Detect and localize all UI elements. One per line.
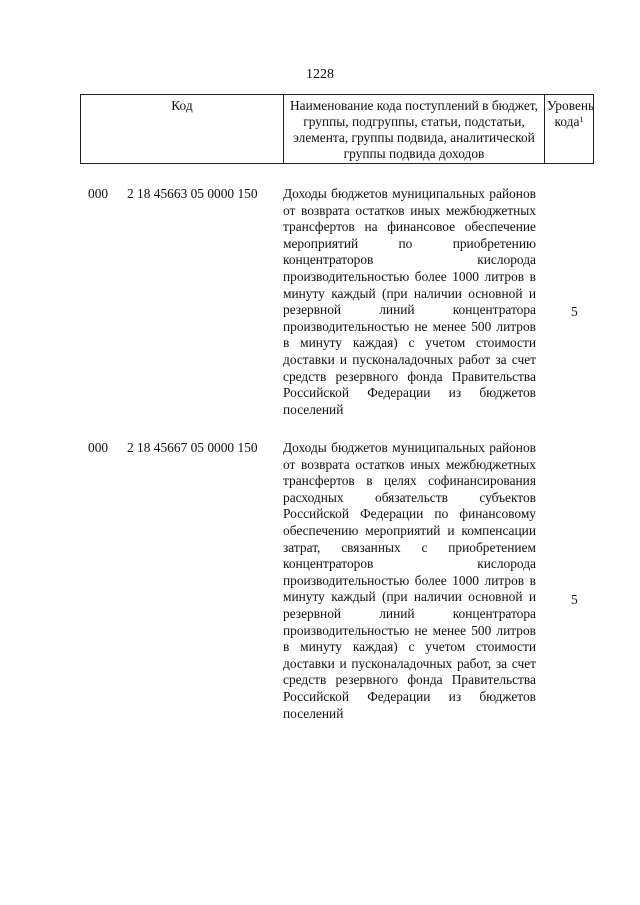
header-name: Наименование кода поступлений в бюджет, группы, подгруппы, статьи, подстатьи, элемента, группы подвида, аналитической группы подвида доходов xyxy=(284,95,545,164)
revenue-description: Доходы бюджетов муниципальных районов от возврата остатков иных межбюджетных трансфертов на финансовое обеспечение мероприятий по приобретению концентраторов кислорода производительностью более 1000 литров в минуту каждый (при наличии основной и резервной линий концентратора производительностью не менее 500 литров в минуту каждая) с учетом стоимости доставки и пусконаладочных работ за счет средств резервного фонда Правительства Российской Федерации из бюджетов поселений xyxy=(283,186,536,417)
page-number: 1228 xyxy=(306,67,334,82)
revenue-code: 2 18 45667 05 0000 150 xyxy=(127,440,258,455)
code-level: 5 xyxy=(571,592,578,607)
header-level-label: Уровень кода xyxy=(547,98,595,129)
header-code: Код xyxy=(81,95,284,164)
table-header xyxy=(80,94,594,164)
footnote-mark: 1 xyxy=(579,115,584,124)
code-prefix: 000 xyxy=(88,186,109,201)
revenue-description: Доходы бюджетов муниципальных районов от возврата остатков иных межбюджетных трансфертов в целях софинансирования расходных обязательств субъектов Российской Федерации по финансовому обеспечению мероприятий и компенсации затрат, связанных с приобретением концентраторов кислорода производительностью более 1000 литров в минуту каждый (при наличии основной и резервной линий концентратора производительностью не менее 500 литров в минуту каждая) с учетом стоимости доставки и пусконаладочных работ, за счет средств резервного фонда Правительства Российской Федерации из бюджетов поселений xyxy=(283,440,536,721)
header-level xyxy=(545,95,594,164)
revenue-code: 2 18 45663 05 0000 150 xyxy=(127,186,258,201)
code-level: 5 xyxy=(571,304,578,319)
code-prefix: 000 xyxy=(88,440,109,455)
